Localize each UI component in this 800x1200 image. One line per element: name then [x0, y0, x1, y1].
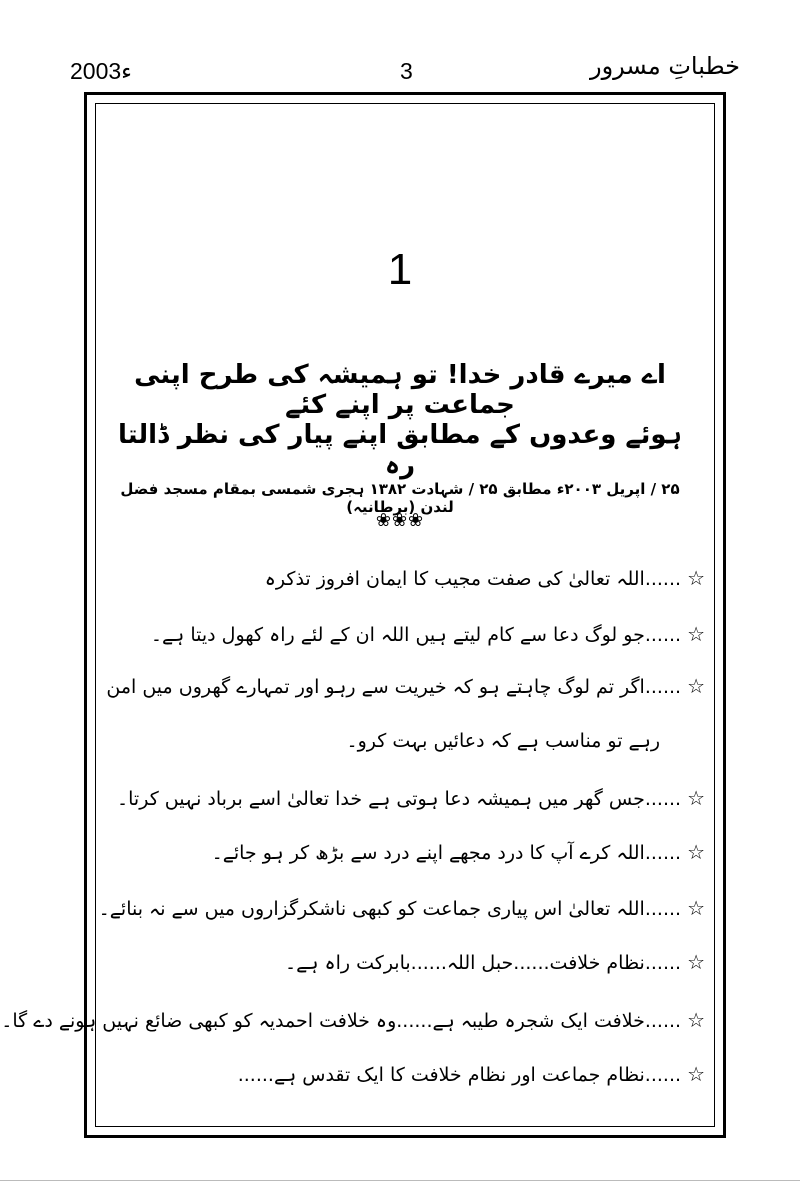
book-title: خطباتِ مسرور	[590, 52, 740, 80]
header-year: 2003ء	[70, 58, 132, 84]
summary-point-text: ......نظام خلافت......حبل اللہ......بابرکت راہ ہے۔	[285, 952, 682, 974]
star-bullet-icon: ☆	[687, 840, 705, 864]
summary-point	[99, 896, 705, 920]
star-bullet-icon: ☆	[687, 674, 705, 698]
summary-point-text: ......جس گھر میں ہمیشہ دعا ہوتی ہے خدا تعالیٰ اسے برباد نہیں کرتا۔	[117, 788, 682, 810]
star-bullet-icon: ☆	[687, 786, 705, 810]
summary-point-text: ......اللہ تعالیٰ کی صفت مجیب کا ایمان افروز تذکرہ	[264, 568, 682, 590]
star-bullet-icon: ☆	[687, 566, 705, 590]
star-bullet-icon: ☆	[687, 622, 705, 646]
page-header	[70, 52, 740, 86]
ornament-divider-icon: ❀❀❀	[375, 510, 425, 531]
star-bullet-icon: ☆	[687, 1008, 705, 1032]
summary-point-text: ......جو لوگ دعا سے کام لیتے ہیں اللہ ان کے لئے راہ کھول دیتا ہے۔	[150, 624, 682, 646]
sermon-dateline: ۲۵ / اپریل ۲۰۰۳ء مطابق ۲۵ / شہادت ۱۳۸۲ ہجری شمسی بمقام مسجد فضل لندن (برطانیہ)	[120, 480, 680, 516]
summary-point-text: ......خلافت ایک شجرہ طیبہ ہے......وہ خلافت احمدیہ کو کبھی ضائع نہیں ہونے دے گا۔	[1, 1010, 682, 1032]
star-bullet-icon: ☆	[687, 896, 705, 920]
summary-point-continuation: رہے تو مناسب ہے کہ دعائیں بہت کرو۔	[346, 730, 660, 752]
chapter-title-line-1: اے میرے قادر خدا! تو ہمیشہ کی طرح اپنی جماعت پر اپنے کئے	[134, 360, 666, 420]
summary-point	[285, 950, 705, 974]
summary-point-text: ......اللہ کرے آپ کا درد مجھے اپنے درد سے بڑھ کر ہو جائے۔	[211, 842, 682, 864]
summary-point	[238, 1062, 705, 1086]
star-bullet-icon: ☆	[687, 1062, 705, 1086]
summary-point	[106, 674, 705, 698]
summary-point	[151, 622, 705, 646]
bottom-divider	[0, 1180, 800, 1181]
summary-point	[212, 840, 705, 864]
page-number: 3	[400, 58, 413, 84]
summary-point-text: ......اگر تم لوگ چاہتے ہو کہ خیریت سے رہو اور تمہارے گھروں میں امن	[106, 676, 682, 698]
summary-point-text: ......نظام جماعت اور نظام خلافت کا ایک تقدس ہے......	[237, 1064, 682, 1086]
summary-point	[265, 566, 705, 590]
summary-point	[1, 1008, 705, 1032]
chapter-number: 1	[387, 245, 413, 294]
summary-point-text: ......اللہ تعالیٰ اس پیاری جماعت کو کبھی ناشکرگزاروں میں سے نہ بنائے۔	[98, 898, 682, 920]
summary-point	[117, 786, 705, 810]
chapter-title-line-2: ہوئے وعدوں کے مطابق اپنے پیار کی نظر ڈالتا رہ	[118, 420, 682, 480]
star-bullet-icon: ☆	[687, 950, 705, 974]
